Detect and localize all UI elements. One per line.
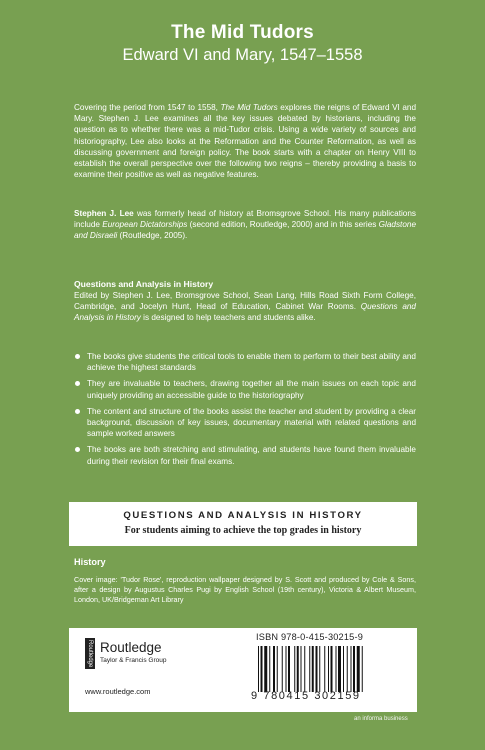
list-item: The books give students the critical tools to enable them to perform to their best ability and achieve the highest standards (74, 351, 416, 373)
publisher-group: Taylor & Francis Group (100, 657, 167, 664)
publisher-url[interactable]: www.routledge.com (85, 687, 151, 696)
publisher-box (69, 628, 417, 712)
author-name: Stephen J. Lee (74, 209, 134, 218)
bullet-icon (75, 354, 80, 359)
book-subtitle: Edward VI and Mary, 1547–1558 (122, 46, 363, 64)
isbn-label: ISBN 978-0-415-30215-9 (256, 632, 364, 642)
routledge-logo-icon: Routledge (87, 639, 93, 668)
list-item: The books are both stretching and stimulating, and students have found them invaluable during their revision for their final exams. (74, 444, 416, 466)
feature-list (74, 351, 416, 472)
series-editors: Edited by Stephen J. Lee, Bromsgrove School, Sean Lang, Hills Road Sixth Form College, Cambridge, and Jocelyn Hunt, Head of Education, Cabinet War Rooms. Questions and Analysis in History is designed to help teachers and students alike. (74, 291, 416, 323)
barcode-area (251, 632, 413, 708)
intro-paragraph: Covering the period from 1547 to 1558, The Mid Tudors explores the reigns of Edward VI and Mary. Stephen J. Lee examines all the key issues debated by historians, including the question as to whether there was a mid-Tudor crisis. Using a wide variety of sources and historiography, Lee also looks at the Reformation and the Counter Reformation, as well as discussing government and foreign policy. The book starts with a chapter on Henry VIII to establish the overall perspective over the following two reigns – thereby providing a basis to examine their positive as well as negative features. (74, 103, 416, 180)
barcode-icon (256, 646, 406, 692)
series-banner (69, 502, 417, 546)
subject-category: History (74, 557, 106, 567)
book-title: The Mid Tudors (171, 22, 314, 43)
series-heading: Questions and Analysis in History (74, 279, 214, 289)
list-item: The content and structure of the books assist the teacher and student by providing a clear background, discussion of key issues, documentary material with related questions and sample worked answers (74, 406, 416, 440)
bullet-icon (75, 409, 80, 414)
banner-tagline: For students aiming to achieve the top grades in history (124, 525, 362, 536)
bullet-icon (75, 447, 80, 452)
informa-tagline: an informa business (354, 716, 408, 722)
author-bio: Stephen J. Lee was formerly head of history at Bromsgrove School. His many publications include European Dictatorships (second edition, Routledge, 2000) and in this series Gladstone and Disraeli (Routledge, 2005). (74, 209, 416, 241)
bullet-icon (75, 381, 80, 386)
cover-credit: Cover image: 'Tudor Rose', reproduction wallpaper designed by S. Scott and produced by Cole & Sons, after a design by Augustus Charles Pugi by English School (19th century), Victoria & Albert Museum, London, UK/Bridgeman Art Library (74, 575, 416, 604)
barcode-number: 9 780415 302159 (251, 690, 361, 702)
list-item: They are invaluable to teachers, drawing together all the main issues on each topic and uniquely providing an accessible guide to the historiography (74, 378, 416, 400)
publisher-name: Routledge (100, 640, 162, 655)
banner-title: QUESTIONS AND ANALYSIS IN HISTORY (123, 510, 363, 521)
book-title-inline: The Mid Tudors (220, 103, 278, 112)
